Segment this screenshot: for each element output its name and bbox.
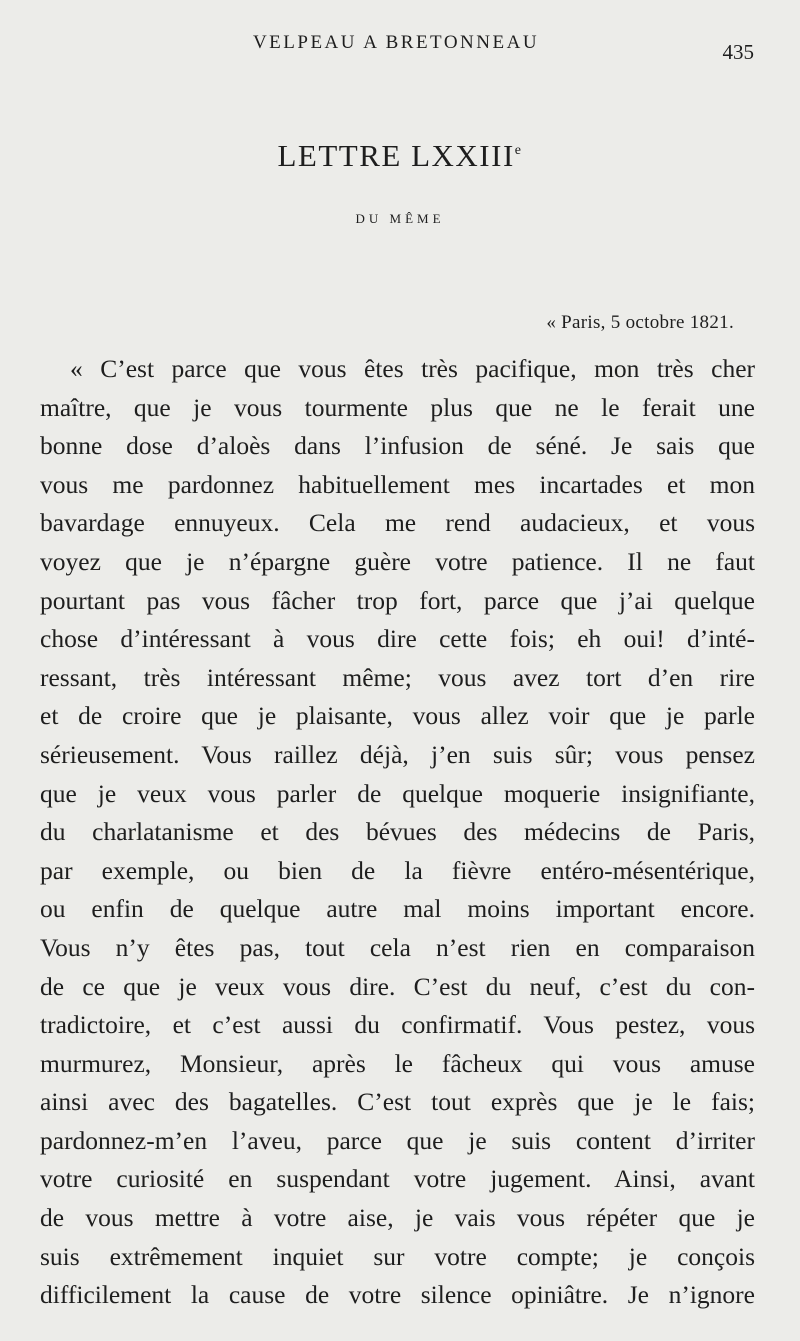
text-line: par exemple, ou bien de la fièvre entéro-mésentérique,: [40, 855, 755, 885]
text-line: ainsi avec des bagatelles. C’est tout exprès que je le fais;: [40, 1087, 755, 1117]
letter-subheading: DU MÊME: [355, 211, 445, 226]
text-line: bavardage ennuyeux. Cela me rend audacieux, et vous: [40, 508, 755, 538]
text-line: ressant, très intéressant même; vous avez tort d’en rire: [40, 662, 755, 692]
text-line: de ce que je veux vous dire. C’est du neuf, c’est du con-: [40, 971, 755, 1001]
letter-title-superscript: e: [514, 143, 523, 158]
text-line: maître, que je vous tourmente plus que ne le ferait une: [40, 392, 755, 422]
text-line: ou enfin de quelque autre mal moins important encore.: [40, 894, 755, 924]
text-line: vous me pardonnez habituellement mes incartades et mon: [40, 469, 755, 499]
body-text: [40, 350, 755, 1315]
text-line: « C’est parce que vous êtes très pacifique, mon très cher: [70, 354, 755, 383]
text-line: pourtant pas vous fâcher trop fort, parce que j’ai quelque: [40, 585, 755, 615]
text-line: votre curiosité en suspendant votre jugement. Ainsi, avant: [40, 1164, 755, 1194]
letter-title: [0, 138, 800, 174]
text-line: difficilement la cause de votre silence opiniâtre. Je n’ignore: [40, 1280, 755, 1310]
dateline: « Paris, 5 octobre 1821.: [546, 312, 734, 333]
text-line: voyez que je n’épargne guère votre patience. Il ne faut: [40, 546, 755, 576]
text-line: chose d’intéressant à vous dire cette fois; eh oui! d’inté-: [40, 624, 755, 654]
text-line: murmurez, Monsieur, après le fâcheux qui vous amuse: [40, 1048, 755, 1078]
running-head: [0, 32, 800, 62]
text-line: Vous n’y êtes pas, tout cela n’est rien en comparaison: [40, 932, 755, 962]
text-line: du charlatanisme et des bévues des médecins de Paris,: [40, 817, 755, 847]
text-line: et de croire que je plaisante, vous allez voir que je parle: [40, 701, 755, 731]
running-title: VELPEAU A BRETONNEAU: [252, 32, 540, 53]
text-line: pardonnez-m’en l’aveu, parce que je suis content d’irriter: [40, 1125, 755, 1155]
text-line: sérieusement. Vous raillez déjà, j’en suis sûr; vous pensez: [40, 739, 755, 769]
text-line: bonne dose d’aloès dans l’infusion de séné. Je sais que: [40, 431, 755, 461]
text-line: tradictoire, et c’est aussi du confirmatif. Vous pestez, vous: [40, 1010, 755, 1040]
text-line: de vous mettre à votre aise, je vais vous répéter que je: [40, 1203, 755, 1233]
text-line: suis extrêmement inquiet sur votre compte; je conçois: [40, 1241, 755, 1271]
text-line: que je veux vous parler de quelque moquerie insignifiante,: [40, 778, 755, 808]
letter-title-text: LETTRE LXXIII: [277, 138, 515, 173]
page-number: 435: [722, 40, 754, 64]
